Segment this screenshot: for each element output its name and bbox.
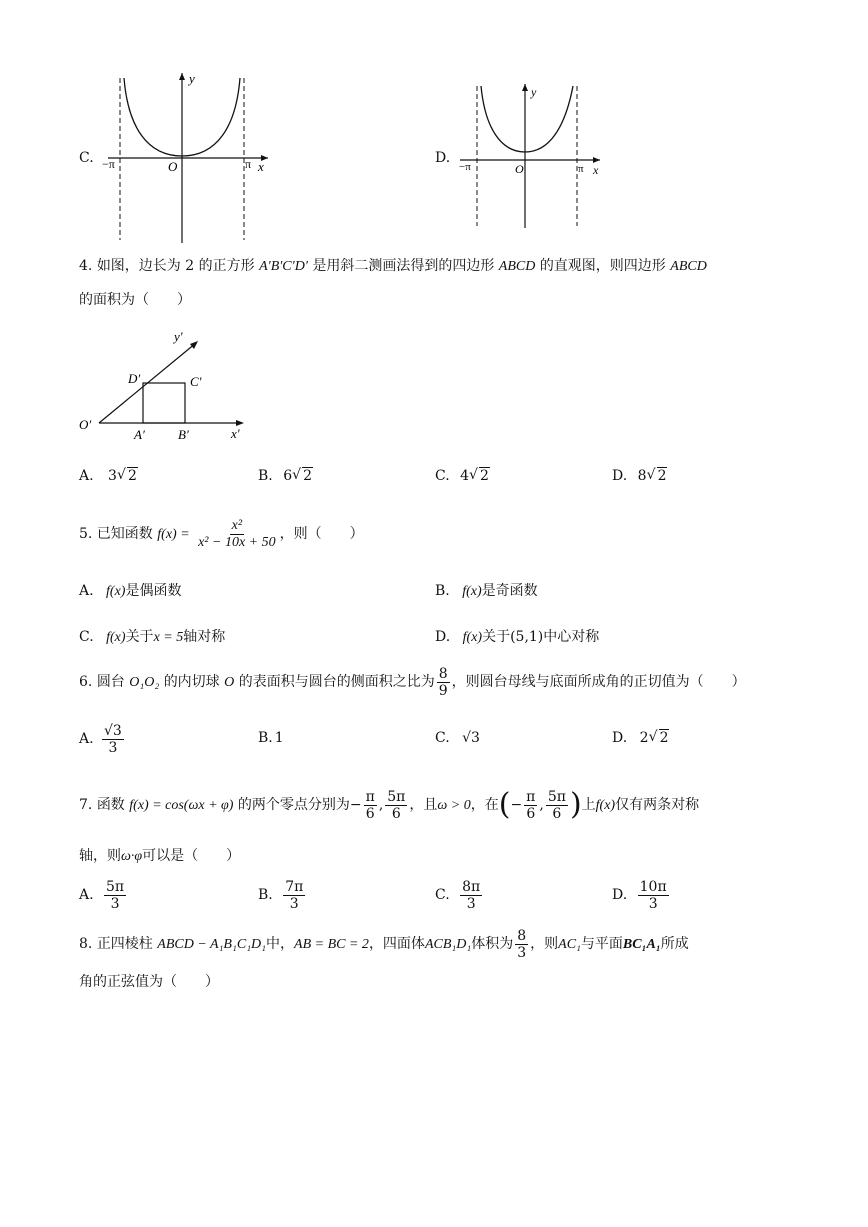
- q7-fx: f(x): [595, 798, 616, 813]
- q5-text: 已知函数: [96, 526, 153, 542]
- q4-figure: [76, 325, 256, 445]
- q8-prism: ABCD − A₁B₁C₁D₁: [157, 937, 267, 952]
- q7-option-b[interactable]: [258, 878, 307, 912]
- graph-c-pi: π: [245, 157, 252, 171]
- q5-option-d-expr: (5,1): [510, 629, 544, 645]
- q5-option-b-label: B.: [435, 583, 450, 599]
- q7-cond: ω > 0: [437, 798, 471, 813]
- q5-tail: ，则（ ）: [279, 526, 364, 542]
- q7-option-d-num: 10π: [639, 878, 667, 895]
- q6-ratio-num: 8: [438, 665, 448, 682]
- q6-option-d-coef: 2: [639, 730, 649, 746]
- q8-text-d: 体积为: [471, 936, 514, 952]
- q4-text-a: 如图，边长为 2 的正方形: [96, 258, 255, 274]
- q8-vol-num: 8: [517, 927, 527, 944]
- q6-option-a-den: 3: [108, 739, 118, 756]
- graph-d: [455, 78, 615, 233]
- q5-option-d-label: D.: [435, 629, 451, 645]
- q4-fig-y: y′: [174, 329, 183, 344]
- q5-option-b-f: f(x): [462, 584, 482, 599]
- q6-option-a[interactable]: [79, 722, 126, 756]
- q8-vol-den: 3: [517, 944, 527, 961]
- q7-line2-b: 可以是（ ）: [142, 848, 241, 864]
- q7-option-d-den: 3: [648, 895, 658, 912]
- q7-zero1-num: π: [365, 788, 375, 805]
- question-6: [79, 664, 746, 701]
- graph-c-y: y: [189, 71, 195, 86]
- q8-text-g: 所成: [660, 936, 689, 952]
- q8-line2: 角的正弦值为（ ）: [79, 974, 219, 990]
- graph-d-o: O: [515, 162, 524, 176]
- q4-option-d-label: D.: [612, 468, 628, 484]
- q7-func: f(x) = cos(ωx + φ): [129, 798, 234, 813]
- q7-option-b-num: 7π: [285, 878, 304, 895]
- q7-text-c: ，且: [409, 797, 438, 813]
- q6-o1o2: O₁O₂: [129, 675, 160, 690]
- q6-text-b: 的内切球: [163, 674, 220, 690]
- q8-number: 8.: [79, 936, 93, 952]
- q7-option-a[interactable]: [79, 878, 128, 912]
- q8-tetra: ACB₁D₁: [424, 937, 472, 952]
- q6-option-c-value: √3: [462, 730, 480, 746]
- q6-ratio-den: 9: [438, 682, 448, 699]
- q7-zero1-den: 6: [365, 805, 375, 822]
- q7-int-a-den: 6: [526, 805, 536, 822]
- q4-text-b: 是用斜二测画法得到的四边形: [312, 258, 495, 274]
- q8-plane: BC₁A₁: [622, 937, 661, 952]
- q6-option-a-label: A.: [79, 731, 94, 747]
- q7-text-b: 的两个零点分别为: [237, 797, 350, 813]
- q7-option-c-den: 3: [466, 895, 476, 912]
- q7-line2-a: 轴，则: [79, 848, 121, 864]
- q5-denominator: x² − 10x + 50: [198, 534, 276, 550]
- q6-option-a-num: √3: [104, 722, 122, 739]
- q4-option-c-label: C.: [435, 468, 450, 484]
- q5-option-b[interactable]: [435, 580, 538, 600]
- q6-text-a: 圆台: [96, 674, 125, 690]
- q4-option-b-coef: 6: [283, 468, 293, 484]
- question-5: [79, 516, 364, 553]
- q5-option-d-text: 关于: [482, 629, 511, 645]
- q6-option-c-label: C.: [435, 730, 450, 746]
- q5-option-a[interactable]: [79, 580, 181, 600]
- q4-option-b-label: B.: [258, 468, 273, 484]
- q4-fig-b: B′: [178, 427, 189, 442]
- q6-text-d: ，则圆台母线与底面所成角的正切值为（ ）: [451, 674, 746, 690]
- q5-option-a-label: A.: [79, 583, 94, 599]
- q4-option-a[interactable]: [79, 468, 138, 484]
- q5-option-c-text2: 轴对称: [183, 629, 226, 645]
- q7-option-b-label: B.: [258, 887, 273, 903]
- q4-fig-x: x′: [231, 426, 240, 441]
- graph-c-neg-pi: −π: [102, 157, 115, 171]
- q8-text-e: ，则: [530, 936, 559, 952]
- q8-line: AC₁: [558, 937, 581, 952]
- q5-option-d-text2: 中心对称: [543, 629, 600, 645]
- q5-option-c-expr: x = 5: [153, 630, 184, 645]
- q4-option-a-coef: 3: [108, 468, 117, 484]
- q7-option-d[interactable]: [612, 878, 671, 912]
- q6-option-d-rad: 2: [659, 730, 669, 746]
- q7-option-a-den: 3: [110, 895, 120, 912]
- graph-d-x: x: [593, 163, 599, 177]
- q4-fig-a: A′: [134, 427, 145, 442]
- q7-int-b-den: 6: [552, 805, 562, 822]
- q4-option-a-rad: 2: [127, 468, 137, 484]
- graph-d-neg-pi: −π: [459, 161, 471, 173]
- q7-option-d-label: D.: [612, 887, 628, 903]
- option-c-label: C.: [79, 150, 94, 166]
- q4-fig-d: D′: [128, 371, 141, 386]
- q7-zero2-den: 6: [391, 805, 401, 822]
- q5-option-c[interactable]: [79, 626, 225, 646]
- q4-quad: ABCD: [498, 259, 536, 274]
- q4-fig-c: C′: [190, 374, 202, 389]
- graph-c-x: x: [258, 159, 264, 174]
- q4-option-c-rad: 2: [480, 468, 489, 484]
- q4-option-d-rad: 2: [657, 468, 667, 484]
- q5-number: 5.: [79, 526, 93, 542]
- q4-number: 4.: [79, 258, 93, 274]
- q6-o: O: [224, 675, 235, 690]
- q4-text-c: 的直观图，则四边形: [539, 258, 666, 274]
- q4-option-c[interactable]: [435, 468, 490, 484]
- q8-cond: AB = BC = 2: [294, 937, 369, 952]
- q6-option-b-value: 1: [274, 730, 284, 746]
- q4-option-d-coef: 8: [637, 468, 647, 484]
- q4-option-b[interactable]: [258, 468, 313, 484]
- q6-text-c: 的表面积与圆台的侧面积之比为: [238, 674, 435, 690]
- graph-d-pi: π: [578, 163, 584, 175]
- q7-int-b-num: 5π: [547, 788, 566, 805]
- q7-option-b-den: 3: [289, 895, 299, 912]
- q7-option-c-label: C.: [435, 887, 450, 903]
- q7-option-c-num: 8π: [462, 878, 481, 895]
- q5-option-a-text: 是偶函数: [125, 583, 182, 599]
- q7-line2: [79, 846, 240, 867]
- q5-option-b-text: 是奇函数: [481, 583, 538, 599]
- q4-quad2: ABCD: [670, 259, 707, 274]
- q7-number: 7.: [79, 797, 93, 813]
- q5-option-c-text: 关于: [125, 629, 154, 645]
- q7-text-e: 上: [581, 797, 596, 813]
- question-8: [79, 926, 689, 963]
- q7-text-f: 仅有两条对称: [615, 797, 700, 813]
- q5-option-d-f: f(x): [462, 630, 483, 645]
- q7-option-a-label: A.: [79, 887, 94, 903]
- q7-option-a-num: 5π: [106, 878, 125, 895]
- q8-text-a: 正四棱柱: [96, 936, 153, 952]
- q6-option-c[interactable]: [435, 730, 480, 746]
- q7-text-a: 函数: [96, 797, 125, 813]
- q4-fig-o: O′: [79, 417, 92, 432]
- q5-numerator: x²: [231, 517, 243, 533]
- graph-d-y: y: [531, 85, 537, 99]
- q8-text-b: 中，: [266, 936, 295, 952]
- q6-option-b-label: B.: [258, 730, 273, 746]
- q4-square: A′B′C′D′: [259, 259, 308, 274]
- q5-option-c-label: C.: [79, 629, 94, 645]
- q7-zero2-num: 5π: [387, 788, 406, 805]
- q6-option-d-label: D.: [612, 730, 628, 746]
- q5-option-d[interactable]: [435, 626, 599, 646]
- q6-option-b[interactable]: [258, 730, 284, 746]
- q7-int-a-num: π: [526, 788, 536, 805]
- question-4: [79, 256, 707, 277]
- option-d-label: D.: [435, 150, 451, 166]
- graph-c: [98, 68, 278, 248]
- q7-text-d: ，在: [470, 797, 499, 813]
- q8-text-f: 与平面: [580, 936, 623, 952]
- q4-option-d[interactable]: [612, 468, 667, 484]
- graph-c-o: O: [168, 159, 178, 174]
- q4-option-c-coef: 4: [460, 468, 470, 484]
- q4-option-a-label: A.: [79, 468, 94, 484]
- q6-number: 6.: [79, 674, 93, 690]
- q7-prod: ω·φ: [121, 849, 143, 864]
- q5-option-a-f: f(x): [106, 584, 126, 599]
- q5-option-c-f: f(x): [106, 630, 126, 645]
- q6-option-d[interactable]: [612, 730, 669, 746]
- q8-text-c: ，四面体: [368, 936, 425, 952]
- q4-option-b-rad: 2: [303, 468, 313, 484]
- question-7: 7. 函数 f(x) = cos(ωx + φ) 的两个零点分别为− $\frac{\pi}{6}$ , $\frac{5\pi}{6}$ ，且ω > 0，在(− $\frac{\pi}{6}$ , $\frac{5\pi}{6}$ )上f(x)仅有两条对称: [79, 787, 700, 822]
- q7-option-c[interactable]: [435, 878, 484, 912]
- q5-func: f(x) =: [157, 527, 190, 542]
- q4-line2: 的面积为（ ）: [79, 292, 191, 308]
